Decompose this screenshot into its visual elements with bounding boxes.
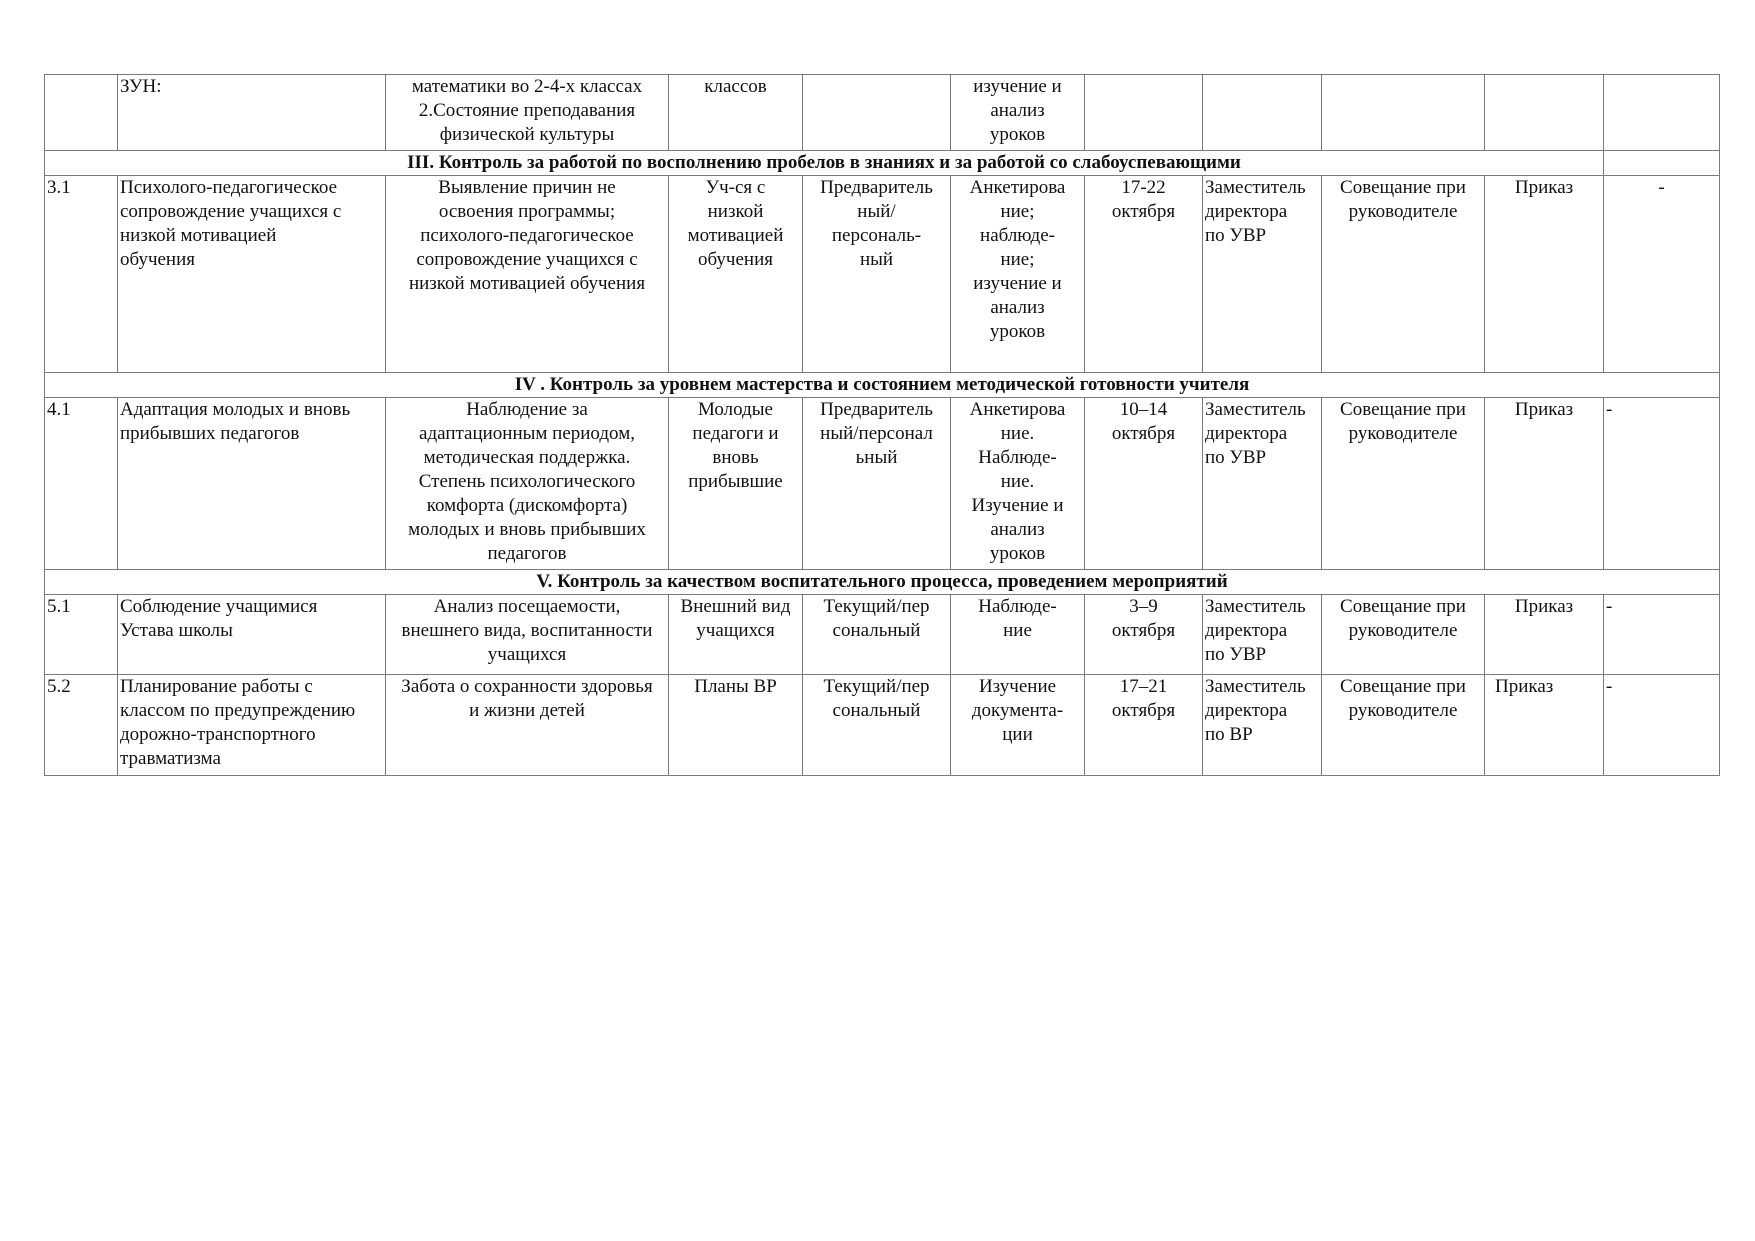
control-responsible — [1203, 75, 1322, 151]
control-plan-table — [44, 74, 1720, 776]
control-decision: Приказ — [1485, 675, 1604, 776]
control-summary: Совещание при руководителе — [1322, 675, 1485, 776]
table-row — [45, 398, 1720, 570]
control-summary: Совещание при руководителе — [1322, 398, 1485, 570]
table-row — [45, 675, 1720, 776]
control-topic: Психолого-педагогическое сопровождение учащихся с низкой мотивацией обучения — [118, 176, 386, 373]
section-header-row — [45, 373, 1720, 398]
control-summary: Совещание при руководителе — [1322, 176, 1485, 373]
section-header-row — [45, 570, 1720, 595]
control-repeat: - — [1604, 675, 1720, 776]
control-method: Изучение документа- ции — [951, 675, 1085, 776]
control-type: Текущий/пер сональный — [803, 595, 951, 675]
control-repeat: - — [1604, 176, 1720, 373]
control-repeat — [1604, 75, 1720, 151]
control-object: Молодые педагоги и вновь прибывшие — [669, 398, 803, 570]
row-number: 5.1 — [45, 595, 118, 675]
control-goal: Забота о сохранности здоровья и жизни детей — [386, 675, 669, 776]
control-decision: Приказ — [1485, 595, 1604, 675]
control-dates: 17-22 октября — [1085, 176, 1203, 373]
control-decision — [1485, 75, 1604, 151]
control-type: Предваритель ный/персонал ьный — [803, 398, 951, 570]
control-object: Планы ВР — [669, 675, 803, 776]
table-row — [45, 595, 1720, 675]
control-summary: Совещание при руководителе — [1322, 595, 1485, 675]
control-goal: Выявление причин не освоения программы; психолого-педагогическое сопровождение учащихся с низкой мотивацией обучения — [386, 176, 669, 373]
control-responsible: Заместитель директора по УВР — [1203, 176, 1322, 373]
control-topic: Соблюдение учащимися Устава школы — [118, 595, 386, 675]
control-method: изучение и анализ уроков — [951, 75, 1085, 151]
control-summary — [1322, 75, 1485, 151]
row-number: 3.1 — [45, 176, 118, 373]
control-topic: Адаптация молодых и вновь прибывших педагогов — [118, 398, 386, 570]
control-responsible: Заместитель директора по УВР — [1203, 595, 1322, 675]
control-object: Внешний вид учащихся — [669, 595, 803, 675]
control-goal: Анализ посещаемости, внешнего вида, воспитанности учащихся — [386, 595, 669, 675]
table-row — [45, 176, 1720, 373]
control-responsible: Заместитель директора по УВР — [1203, 398, 1322, 570]
control-dates: 3–9 октября — [1085, 595, 1203, 675]
control-decision: Приказ — [1485, 398, 1604, 570]
control-responsible: Заместитель директора по ВР — [1203, 675, 1322, 776]
control-topic: ЗУН: — [118, 75, 386, 151]
control-dates: 10–14 октября — [1085, 398, 1203, 570]
row-number: 5.2 — [45, 675, 118, 776]
row-number — [45, 75, 118, 151]
control-object: классов — [669, 75, 803, 151]
control-dates: 17–21 октября — [1085, 675, 1203, 776]
control-method: Анкетирова ние. Наблюде- ние. Изучение и анализ уроков — [951, 398, 1085, 570]
control-decision: Приказ — [1485, 176, 1604, 373]
table-row — [45, 75, 1720, 151]
section-title-5: V. Контроль за качеством воспитательного процесса, проведением мероприятий — [45, 570, 1720, 595]
section-title-3: III. Контроль за работой по восполнению пробелов в знаниях и за работой со слабоуспевающими — [45, 151, 1604, 176]
section-header-row — [45, 151, 1720, 176]
control-repeat: - — [1604, 595, 1720, 675]
control-goal: математики во 2-4-х классах 2.Состояние преподавания физической культуры — [386, 75, 669, 151]
row-number: 4.1 — [45, 398, 118, 570]
control-method: Наблюде- ние — [951, 595, 1085, 675]
control-dates — [1085, 75, 1203, 151]
section-empty-cell — [1604, 151, 1720, 176]
section-title-4: IV . Контроль за уровнем мастерства и состоянием методической готовности учителя — [45, 373, 1720, 398]
control-method: Анкетирова ние; наблюде- ние; изучение и анализ уроков — [951, 176, 1085, 373]
control-repeat: - — [1604, 398, 1720, 570]
control-goal: Наблюдение за адаптационным периодом, методическая поддержка. Степень психологического комфорта (дискомфорта) молодых и вновь прибывших педагогов — [386, 398, 669, 570]
control-type — [803, 75, 951, 151]
control-object: Уч-ся с низкой мотивацией обучения — [669, 176, 803, 373]
control-topic: Планирование работы с классом по предупреждению дорожно-транспортного травматизма — [118, 675, 386, 776]
control-type: Текущий/пер сональный — [803, 675, 951, 776]
control-type: Предваритель ный/ персональ- ный — [803, 176, 951, 373]
